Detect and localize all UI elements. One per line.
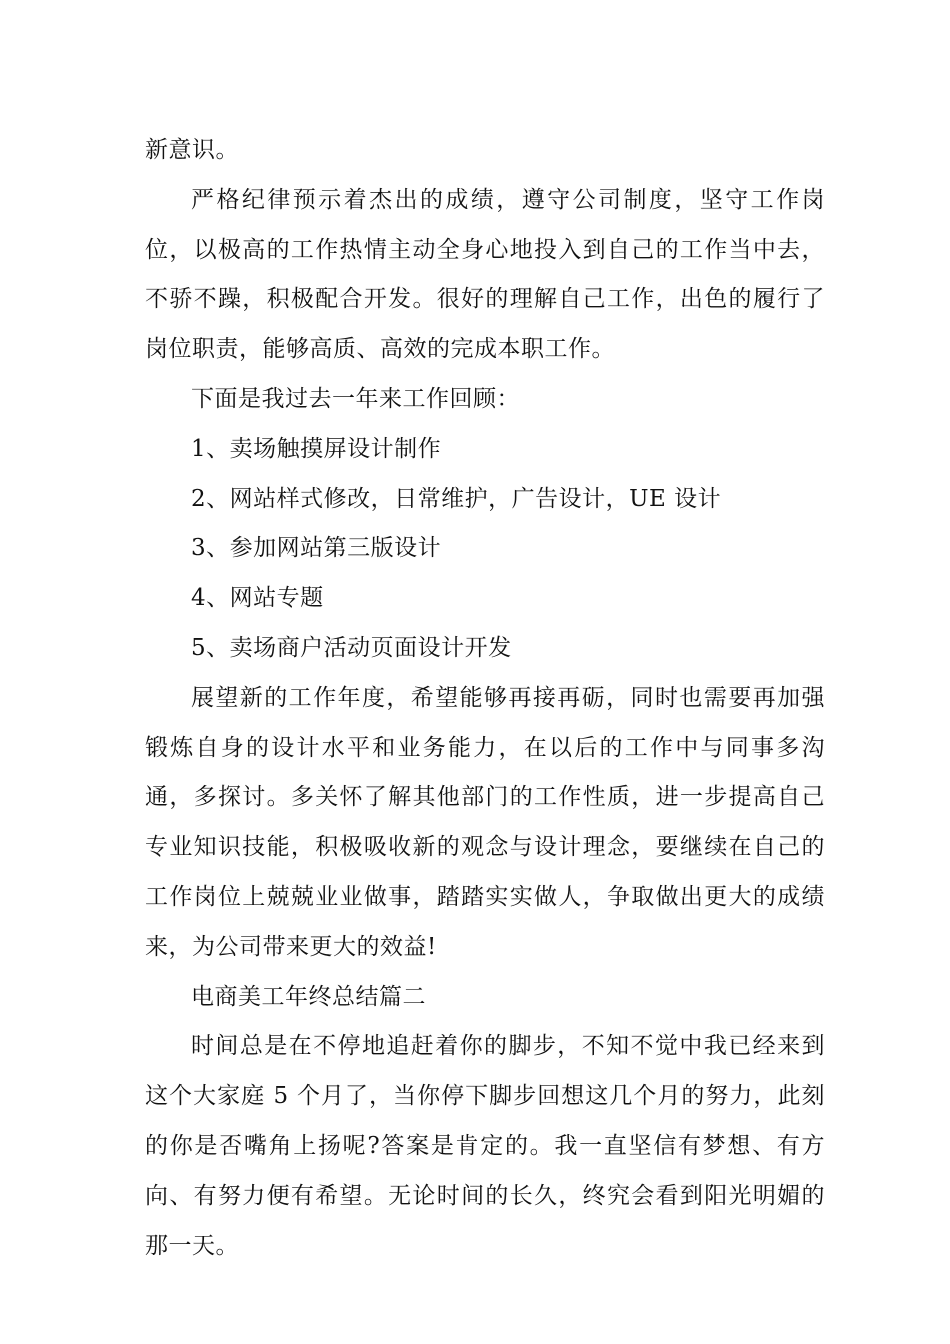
paragraph-time: 时间总是在不停地追赶着你的脚步，不知不觉中我已经来到这个大家庭 5 个月了，当你停下脚步回想这几个月的努力，此刻的你是否嘴角上扬呢?答案是肯定的。我一直坚信有梦想、有方向、有努力便有希望。无论时间的长久，终究会看到阳光明媚的那一天。 [145,1033,825,1259]
paragraph-outlook: 展望新的工作年度，希望能够再接再砺，同时也需要再加强锻炼自身的设计水平和业务能力，在以后的工作中与同事多沟通，多探讨。多关怀了解其他部门的工作性质，进一步提高自己专业知识技能，积极吸收新的观念与设计理念，要继续在自己的工作岗位上兢兢业业做事，踏踏实实做人，争取做出更大的成绩来，为公司带来更大的效益! [145,684,825,960]
section-heading: 电商美工年终总结篇二 [191,983,426,1010]
list-item-3: 3、参加网站第三版设计 [191,535,442,562]
paragraph-discipline: 严格纪律预示着杰出的成绩，遵守公司制度，坚守工作岗位，以极高的工作热情主动全身心地投入到自己的工作当中去，不骄不躁，积极配合开发。很好的理解自己工作，出色的履行了岗位职责，能够高质、高效的完成本职工作。 [145,186,825,363]
list-item-4: 4、网站专题 [191,585,324,612]
document-body [145,126,825,1271]
list-item-2: 2、网站样式修改，日常维护，广告设计，UE 设计 [191,485,722,512]
list-item-1: 1、卖场触摸屏设计制作 [191,435,442,462]
paragraph-continuation: 新意识。 [145,137,239,163]
paragraph-review-intro: 下面是我过去一年来工作回顾： [191,385,520,412]
list-item-5: 5、卖场商户活动页面设计开发 [191,634,512,661]
